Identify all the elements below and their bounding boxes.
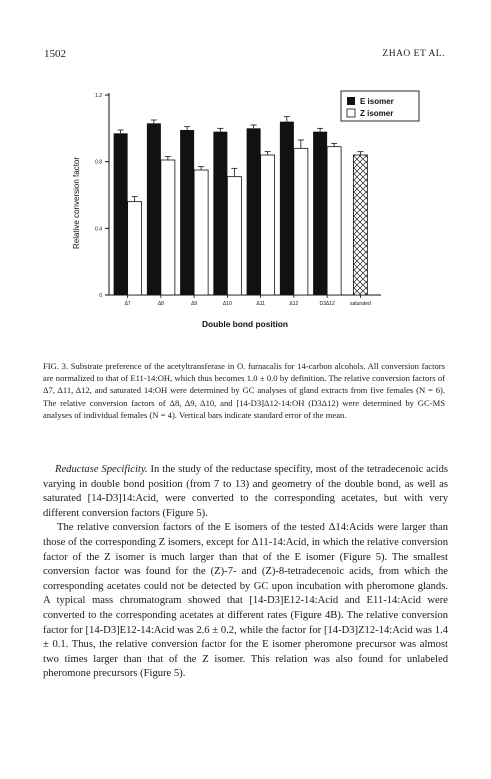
x-tick-label: Δ10	[222, 301, 232, 307]
x-tick-label: Δ9	[191, 301, 198, 307]
paragraph-1	[43, 463, 448, 521]
y-tick-label: 1.2	[95, 93, 102, 99]
legend-swatch-z	[347, 109, 355, 117]
caption-label: FIG. 3.	[43, 361, 69, 371]
bar-e-isomer	[114, 133, 128, 295]
bar-e-isomer	[213, 132, 227, 295]
caption-text: Substrate preference of the acetyltransferase in O. furnacalis for 14-carbon alcohols. All conversion factors are normalized to that of E11-14:OH, which thus becomes 1.0 ± 0.0 by definition. The relative conversion factors of Δ7, Δ11, Δ12, and saturated 14:OH were determined by GC analyses of gland extracts from five females (N = 6). The relative conversion factors of Δ8, Δ9, Δ10, and [14-D3]Δ12-14:OH (D3Δ12) were determined by GC-MS analyses of individual females (N = 4). Vertical bars indicate standard error of the mean.	[43, 361, 445, 420]
x-tick-label: saturated	[349, 301, 371, 307]
y-tick-label: 0.4	[95, 226, 102, 233]
bar-z-isomer	[161, 160, 175, 295]
bar-z-isomer	[327, 147, 341, 295]
bar-z-isomer	[261, 155, 275, 295]
bar-e-isomer	[180, 130, 194, 295]
bar-e-isomer	[313, 132, 327, 295]
page-number: 1502	[44, 48, 66, 60]
bar-z-isomer	[294, 148, 308, 295]
x-tick-label: Δ11	[256, 301, 265, 307]
bar-e-isomer	[280, 122, 294, 295]
y-tick-label: 0	[99, 293, 102, 299]
y-axis-label: Relative conversion factor	[72, 156, 81, 250]
section-run-in-heading: Reductase Specificity.	[55, 464, 148, 475]
x-tick-label: Δ12	[289, 301, 299, 307]
bar-e-isomer	[147, 123, 161, 295]
legend-label-e: E isomer	[360, 97, 394, 106]
x-axis-label: Double bond position	[201, 319, 289, 329]
paragraph-2: The relative conversion factors of the E isomers of the tested Δ14:Acids were larger than those of the corresponding Z isomers, except for Δ11-14:Acid, in which the relative conversion factor of the Z isomer is much larger than that of the E isomer (Figure 5). The smallest conversion factor was found for the (Z)-7- and (Z)-8-tetradecenoic acids, from which the corresponding acetates could not be detected by GC upon incubation with pheromone glands. A typical mass chromatogram showed that [14-D3]E12-14:Acid and E11-14:Acid were converted to the corresponding acetates at different rates (Figure 4B). The relative conversion factor for [14-D3]E12-14:Acid was 2.6 ± 0.2, while the factor for [14-D3]Z12-14:Acid was 1.4 ± 0.1. Thus, the relative conversion factor for the E isomer pheromone precursor was almost two times larger than that of the Z isomer. This relation was also found for unlabeled pheromone precursors (Figure 5).	[43, 522, 448, 680]
y-tick-label: 0.8	[95, 159, 102, 166]
bar-saturated	[353, 155, 367, 295]
x-tick-label: Δ7	[124, 301, 131, 307]
x-tick-label: D3Δ12	[319, 301, 335, 307]
legend-label-z: Z isomer	[360, 109, 394, 118]
paragraph-1-text: In the study of the reductase specifity, most of the tetradecenoic acids varying in double bond position (from 7 to 13) and geometry of the double bond, as well as saturated [14-D3]14:Acid, were converted to the corresponding acetates, but with very different conversion factors (Figure 5).	[43, 464, 448, 519]
x-tick-label: Δ8	[157, 301, 164, 307]
bar-z-isomer	[227, 177, 241, 295]
bar-z-isomer	[128, 202, 142, 295]
figure-caption	[43, 360, 445, 421]
running-head: ZHAO ET AL.	[382, 49, 445, 59]
bar-chart	[0, 0, 491, 340]
body-text	[43, 463, 448, 682]
legend-swatch-e	[347, 97, 355, 105]
bar-e-isomer	[247, 128, 261, 295]
bar-z-isomer	[194, 170, 208, 295]
